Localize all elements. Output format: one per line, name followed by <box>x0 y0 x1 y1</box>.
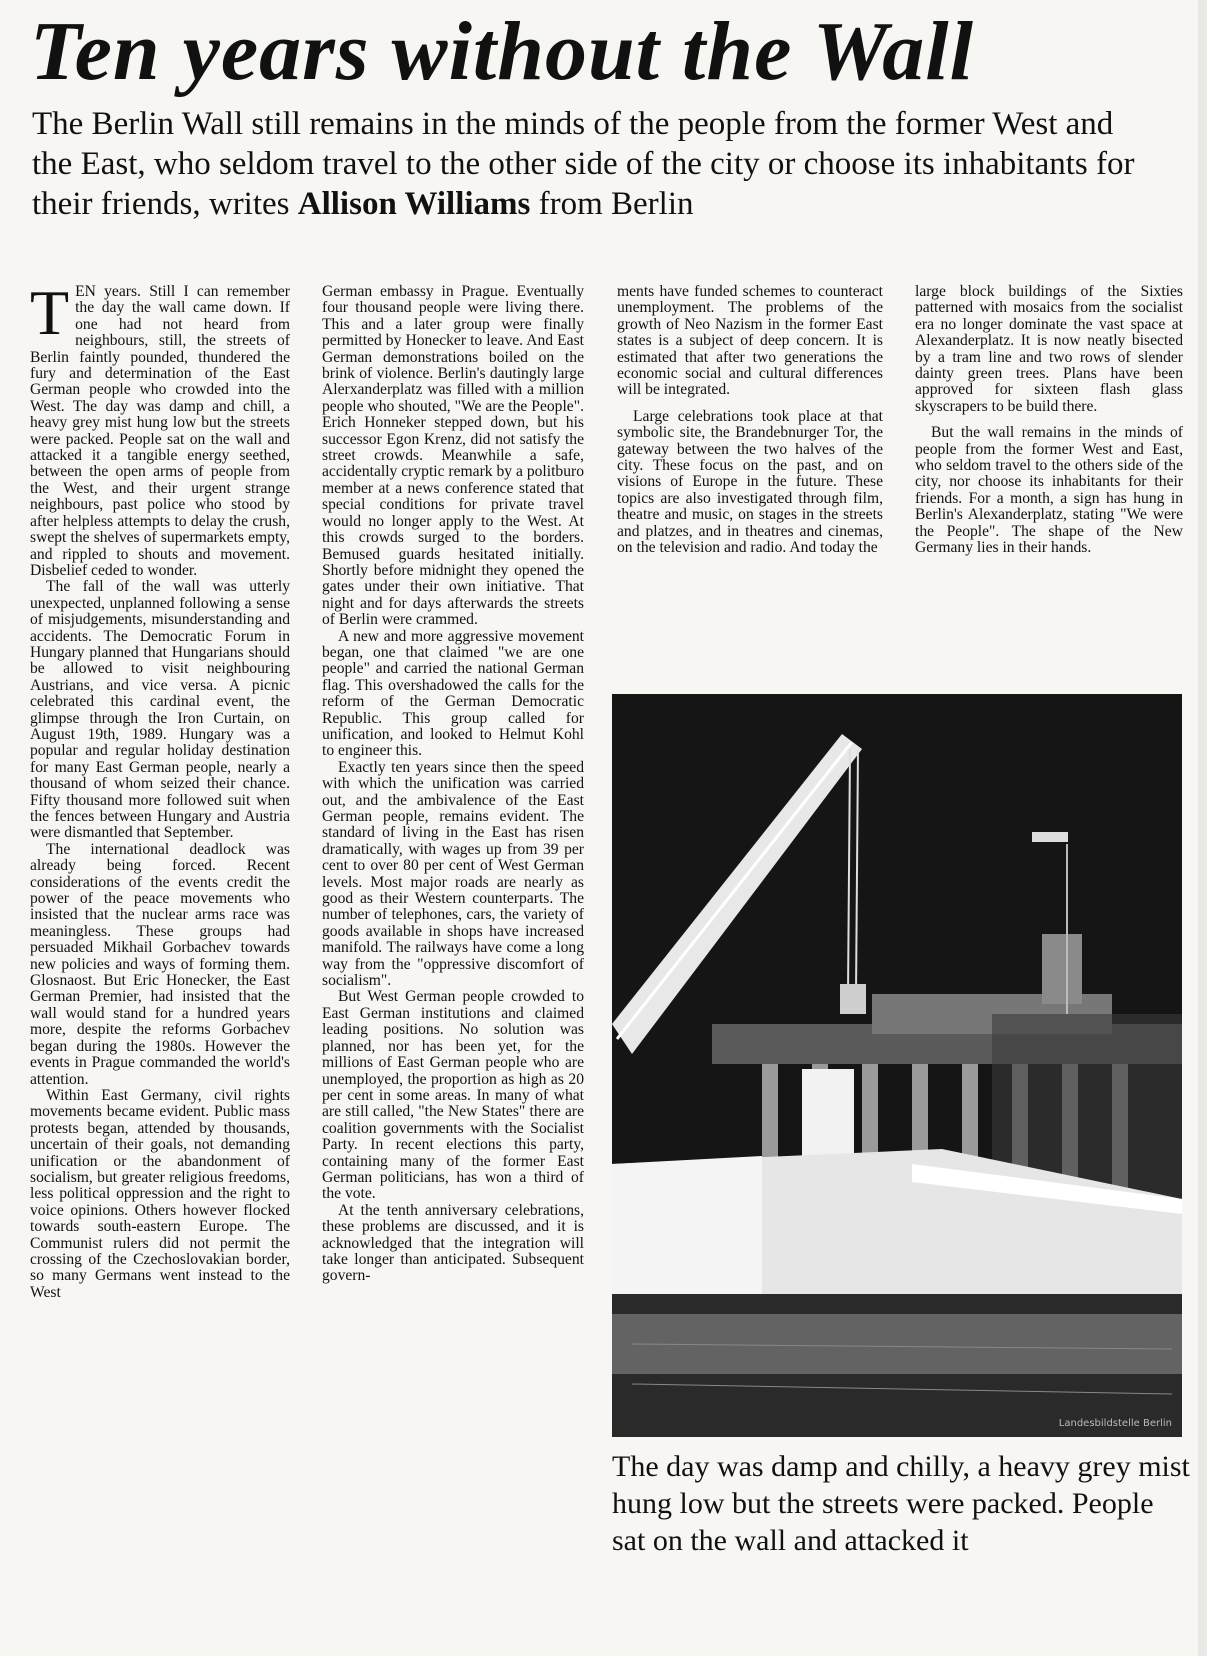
page-edge <box>1198 0 1207 1656</box>
photo-illustration <box>612 694 1182 1437</box>
standfirst <box>32 104 1152 224</box>
byline-author: Allison Williams <box>297 186 531 222</box>
article-paragraph: Exactly ten years since then the speed with which the unification was carried out, and the ambivalence of the East German people, remains evident. The standard of living in the East has risen dramatically, with wages up from 39 per cent to over 80 per cent of West German levels. Most major roads are nearly as good as their Western counterparts. The number of telephones, cars, the variety of goods available in shops have increased manifold. The railways have come a long way from the "oppressive discomfort of socialism". <box>322 758 584 990</box>
article-paragraph: large block buildings of the Sixties patterned with mosaics from the socialist era no longer dominate the vast space at Alexanderplatz. It is now neatly bisected by a tram line and two rows of slender dainty green trees. Plans have been approved for sixteen flash glass skyscrapers to be build there. <box>915 283 1183 415</box>
article-paragraph: But West German people crowded to East German institutions and claimed leading positions. No solution was planned, nor has been yet, for the millions of East German people who are unemployed, the proportion as high as 20 per cent in some areas. In many of what are still called, "the New States" there are coalition governments with the Socialist Party. In recent elections this party, containing many of the former East German politicians, has won a third of the vote. <box>322 988 584 1203</box>
standfirst-text: The Berlin Wall still remains in the minds of the people from the former West and the East, who seldom travel to the other side of the city or choose its inhabitants for their friends, writes <box>32 106 1135 222</box>
article-paragraph: A new and more aggressive movement began, one that claimed "we are one people" and carried the national German flag. This overshadowed the calls for the reform of the German Democratic Republic. This group called for unification, and looked to Helmut Kohl to engineer this. <box>322 627 584 760</box>
article-column-1 <box>30 277 290 1301</box>
photo-credit: Landesbildstelle Berlin <box>1058 1418 1172 1429</box>
article-column-3 <box>617 284 883 557</box>
byline-location: from Berlin <box>538 186 694 222</box>
article-paragraph: Within East Germany, civil rights movements became evident. Public mass protests began, attended by thousands, uncertain of their goals, not demanding unification or the abandonment of socialism, but greater religious freedoms, less political oppression and the right to voice opinions. Others however flocked towards south-eastern Europe. The Communist rulers did not permit the crossing of the Czechoslovakian border, so many Germans went instead to the West <box>30 1086 290 1301</box>
article-paragraph: At the tenth anniversary celebrations, these problems are discussed, and it is acknowledged that the integration will take longer than anticipated. Subsequent govern- <box>322 1201 584 1285</box>
article-paragraph: But the wall remains in the minds of people from the former West and East, who seldom travel to the others side of the city, nor choose its inhabitants for their friends. For a month, a sign has hung in Berlin's Alexanderplatz, stating "We were the People". The shape of the New Germany lies in their hands. <box>915 424 1183 557</box>
headline: Ten years without the Wall <box>30 5 974 98</box>
article-paragraph: ments have funded schemes to counteract unemployment. The problems of the growth of Neo Nazism in the former East states is a subject of deep concern. It is estimated that after two generations the economic social and cultural differences will be integrated. <box>617 283 883 399</box>
photo-caption: The day was damp and chilly, a heavy grey mist hung low but the streets were packed. People sat on the wall and attacked it <box>612 1450 1190 1557</box>
article-paragraph: TEN years. Still I can remember the day the wall came down. If one had not heard from neighbours, still, the streets of Berlin faintly pounded, thundered the fury and determination of the East German people who crowded into the West. The day was damp and chill, a heavy grey mist hung low but the streets were packed. People sat on the wall and attacked it a tangible energy seethed, between the open arms of people from the West, and their urgent strange neighbours, past police who stood by after helpless attempts to delay the crush, swept the shelves of supermarkets empty, and rippled to shouts and movement. Disbelief ceded to wonder. <box>30 277 290 579</box>
article-paragraph: German embassy in Prague. Eventually four thousand people were living there. This and a later group were finally permitted by Honecker to leave. And East German demonstrations boiled on the brink of violence. Berlin's dautingly large Alerxanderplatz was filled with a million people who shouted, "We are the People". Erich Honneker stepped down, but his successor Egon Krenz, did not satisfy the street crowds. Meanwhile a safe, accidentally cryptic remark by a politburo member at a news conference stated that special conditions for private travel would no longer apply to the West. At this crowds surged to the borders. Bemused guards hesitated initially. Shortly before midnight they opened the gates under their own initiative. That night and for days afterwards the streets of Berlin were crammed. <box>322 283 584 629</box>
article-paragraph: The international deadlock was already being forced. Recent considerations of the events credit the power of the peace movements who insisted that the nuclear arms race was meaningless. These groups had persuaded Mikhail Gorbachev towards new policies and ways of forming them. Glosnaost. But Eric Honecker, the East German Premier, had insisted that the wall would stand for a hundred years more, despite the reforms Gorbachev began during the 1980s. However the events in Prague commanded the world's attention. <box>30 840 290 1088</box>
article-column-2 <box>322 284 584 1285</box>
article-column-4 <box>915 284 1183 557</box>
article-paragraph: Large celebrations took place at that symbolic site, the Brandebnurger Tor, the gateway between the two halves of the city. These focus on the past, and on visions of Europe in the future. These topics are also investigated through film, theatre and music, on stages in the streets and platzes, and in theatres and cinemas, on the television and radio. And today the <box>617 407 883 557</box>
photo-brandenburg-gate-crane <box>612 694 1182 1437</box>
drop-cap: T <box>30 277 70 348</box>
article-paragraph: The fall of the wall was utterly unexpected, unplanned following a sense of misjudgements, misunderstanding and accidents. The Democratic Forum in Hungary planned that Hungarians should be allowed to visit neighbouring Austrians, and vice versa. A picnic celebrated this cardinal event, the glimpse through the Iron Curtain, on August 19th, 1989. Hungary was a popular and regular holiday destination for many East German people, nearly a thousand of whom seized their chance. Fifty thousand more followed suit when the fences between Hungary and Austria were dismantled that September. <box>30 578 290 842</box>
